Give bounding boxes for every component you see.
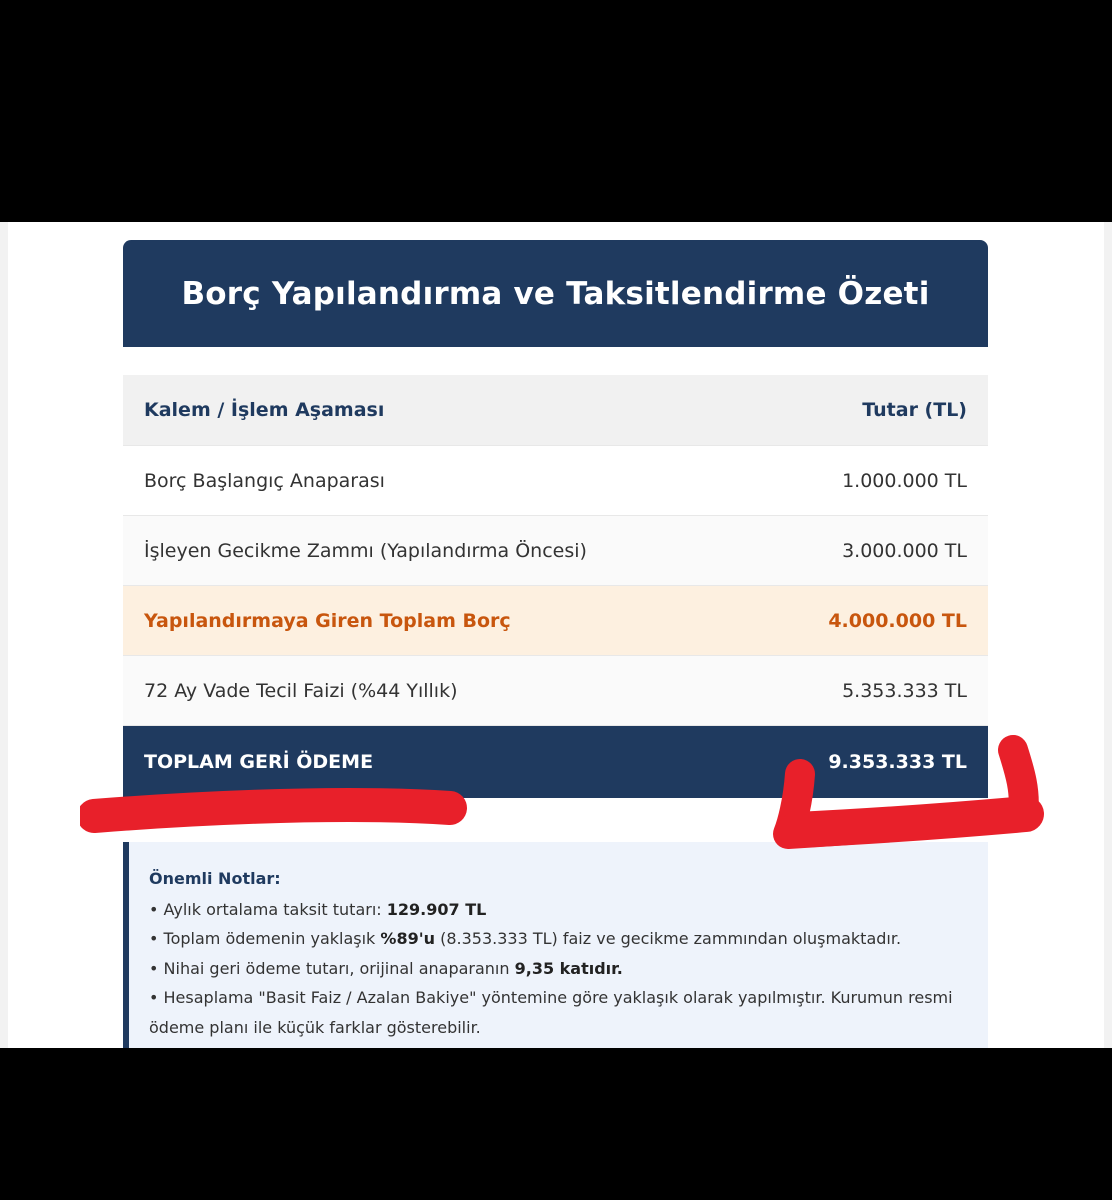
note-text: • Toplam ödemenin yaklaşık	[149, 929, 381, 948]
total-value: 9.353.333 TL	[828, 751, 967, 773]
notes-title: Önemli Notlar:	[149, 869, 281, 888]
page-title: Borç Yapılandırma ve Taksitlendirme Özeti	[181, 275, 930, 312]
note-bold: %89'u	[380, 929, 435, 948]
table-row	[123, 446, 988, 516]
table-row	[123, 656, 988, 726]
left-edge	[0, 222, 8, 1048]
summary-card	[123, 240, 988, 798]
title-bar	[123, 240, 988, 347]
note-text: • Aylık ortalama taksit tutarı:	[149, 899, 387, 919]
note-item	[149, 895, 988, 925]
debt-table	[123, 375, 988, 798]
row-label: İşleyen Gecikme Zammı (Yapılandırma Öncesi)	[144, 539, 587, 562]
column-header-item: Kalem / İşlem Aşaması	[144, 399, 385, 421]
column-header-amount: Tutar (TL)	[862, 399, 967, 421]
note-item	[149, 924, 988, 954]
note-item	[149, 954, 988, 984]
row-value: 1.000.000 TL	[842, 469, 967, 492]
note-text: (8.353.333 TL) faiz ve gecikme zammından oluşmaktadır.	[435, 929, 902, 948]
note-bold: 9,35 katıdır.	[514, 958, 623, 978]
table-header-row	[123, 375, 988, 446]
note-text: • Nihai geri ödeme tutarı, orijinal anaparanın	[149, 958, 515, 978]
right-edge	[1104, 222, 1112, 1048]
table-row-highlight	[123, 586, 988, 656]
row-value: 4.000.000 TL	[828, 609, 967, 632]
total-row	[123, 726, 988, 798]
table-row	[123, 516, 988, 586]
row-label: 72 Ay Vade Tecil Faizi (%44 Yıllık)	[144, 679, 458, 702]
notes-box	[123, 842, 988, 1048]
document-screen	[0, 222, 1112, 1048]
note-item	[149, 983, 988, 1042]
row-value: 5.353.333 TL	[842, 679, 967, 702]
row-label: Borç Başlangıç Anaparası	[144, 469, 385, 492]
note-bold: 129.907 TL	[386, 899, 487, 919]
note-text: • Hesaplama "Basit Faiz / Azalan Bakiye" yöntemine göre yaklaşık olarak yapılmıştır. Kurumun resmi ödeme planı ile küçük farklar gösterebilir.	[149, 988, 953, 1037]
row-label: Yapılandırmaya Giren Toplam Borç	[144, 609, 511, 632]
row-value: 3.000.000 TL	[842, 539, 967, 562]
total-label: TOPLAM GERİ ÖDEME	[144, 751, 374, 773]
